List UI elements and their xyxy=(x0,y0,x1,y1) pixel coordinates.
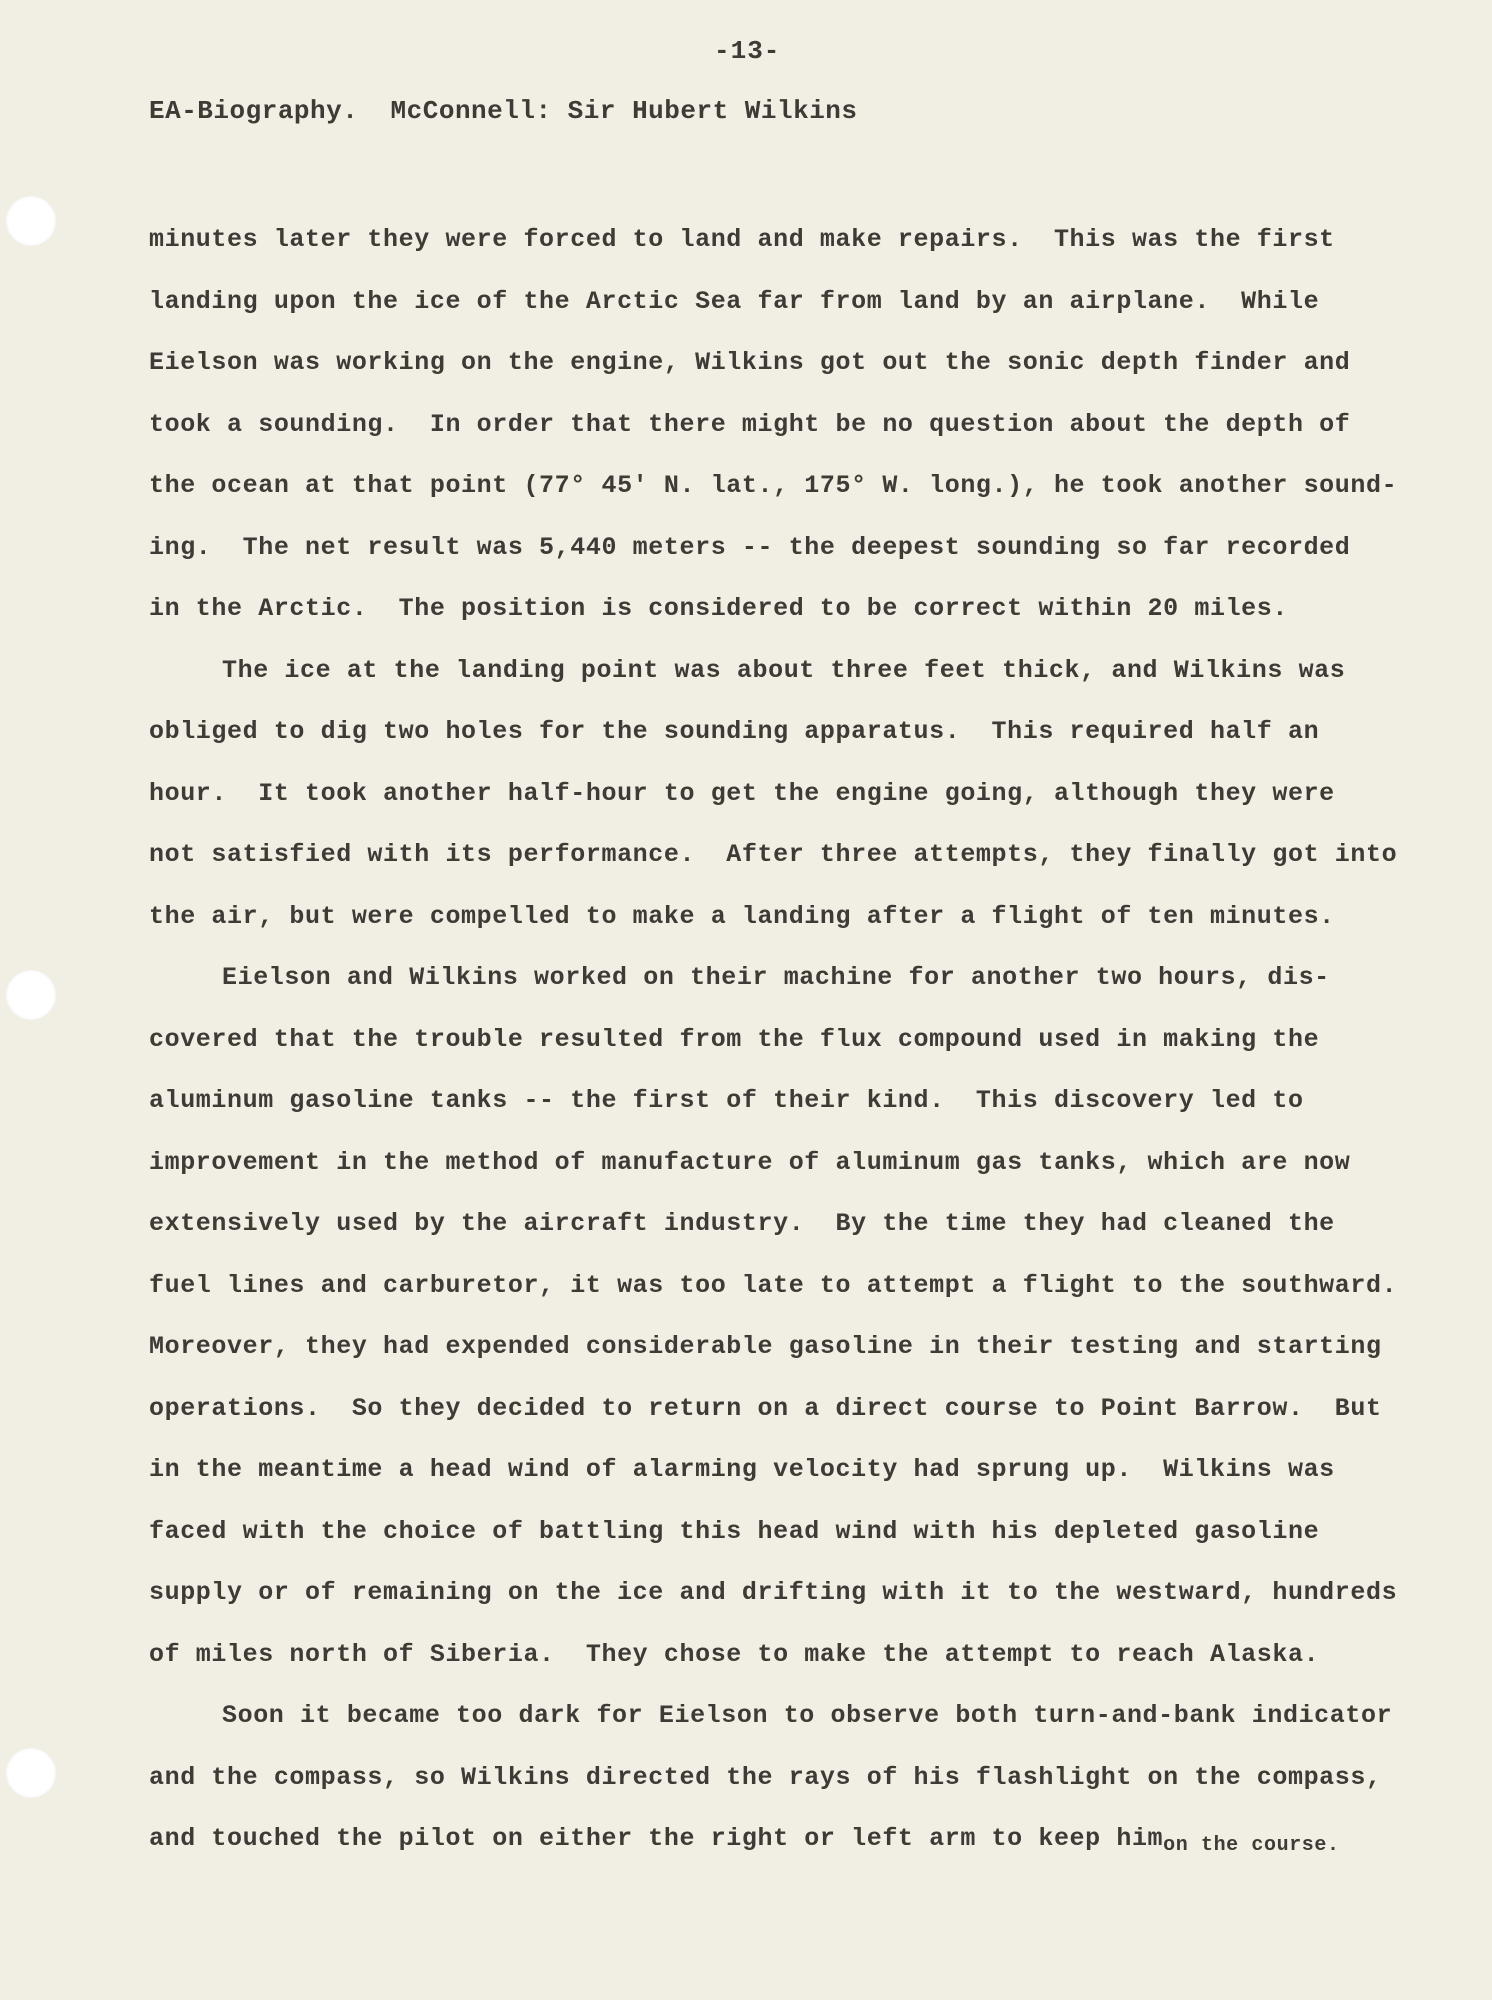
text-line: hour. It took another half-hour to get the engine going, although they were xyxy=(149,778,1335,808)
text-line: obliged to dig two holes for the sounding apparatus. This required half an xyxy=(149,717,1320,746)
text-line: of miles north of Siberia. They chose to make the attempt to reach Alaska. xyxy=(149,1639,1320,1669)
text-line: extensively used by the aircraft industry. By the time they had cleaned the xyxy=(149,1209,1335,1238)
page-header: EA-Biography. McConnell: Sir Hubert Wilkins xyxy=(149,96,858,126)
text-line: covered that the trouble resulted from the flux compound used in making the xyxy=(149,1024,1320,1054)
text-line: operations. So they decided to return on a direct course to Point Barrow. But xyxy=(149,1393,1382,1423)
text-line: in the meantime a head wind of alarming velocity had sprung up. Wilkins was xyxy=(149,1455,1335,1484)
text-line-final xyxy=(149,1819,1389,1881)
text-line: The ice at the landing point was about three feet thick, and Wilkins was xyxy=(222,655,1346,685)
final-line-lowered: on the course. xyxy=(1163,1834,1340,1857)
text-line: Soon it became too dark for Eielson to observe both turn-and-bank indicator xyxy=(222,1701,1393,1730)
text-line: and the compass, so Wilkins directed the rays of his flashlight on the compass, xyxy=(149,1762,1382,1792)
text-line: aluminum gasoline tanks -- the first of their kind. This discovery led to xyxy=(149,1086,1304,1115)
text-line: the ocean at that point (77° 45' N. lat., 175° W. long.), he took another sound- xyxy=(149,471,1398,500)
text-line: Eielson and Wilkins worked on their machine for another two hours, dis- xyxy=(222,963,1330,992)
text-line: took a sounding. In order that there might be no question about the depth of xyxy=(149,409,1351,439)
text-line: landing upon the ice of the Arctic Sea far from land by an airplane. While xyxy=(149,286,1320,316)
text-line: in the Arctic. The position is considered to be correct within 20 miles. xyxy=(149,594,1288,623)
text-line: Moreover, they had expended considerable gasoline in their testing and starting xyxy=(149,1332,1382,1361)
text-line: Eielson was working on the engine, Wilkins got out the sonic depth finder and xyxy=(149,348,1351,377)
text-line: supply or of remaining on the ice and drifting with it to the westward, hundreds xyxy=(149,1578,1398,1607)
body-text xyxy=(149,220,1398,1881)
text-line: not satisfied with its performance. After three attempts, they finally got into xyxy=(149,840,1398,869)
text-line: minutes later they were forced to land and make repairs. This was the first xyxy=(149,225,1335,254)
text-line: fuel lines and carburetor, it was too late to attempt a flight to the southward. xyxy=(149,1270,1398,1300)
punch-hole-middle xyxy=(6,970,56,1020)
page-number: -13- xyxy=(714,36,781,66)
text-line: faced with the choice of battling this head wind with his depleted gasoline xyxy=(149,1516,1320,1546)
text-line: ing. The net result was 5,440 meters -- the deepest sounding so far recorded xyxy=(149,532,1351,562)
text-line: improvement in the method of manufacture of aluminum gas tanks, which are now xyxy=(149,1147,1351,1177)
final-line-main: and touched the pilot on either the right or left arm to keep him xyxy=(149,1824,1164,1853)
punch-hole-bottom xyxy=(6,1748,56,1798)
punch-hole-top xyxy=(6,196,56,246)
text-line: the air, but were compelled to make a landing after a flight of ten minutes. xyxy=(149,901,1335,931)
